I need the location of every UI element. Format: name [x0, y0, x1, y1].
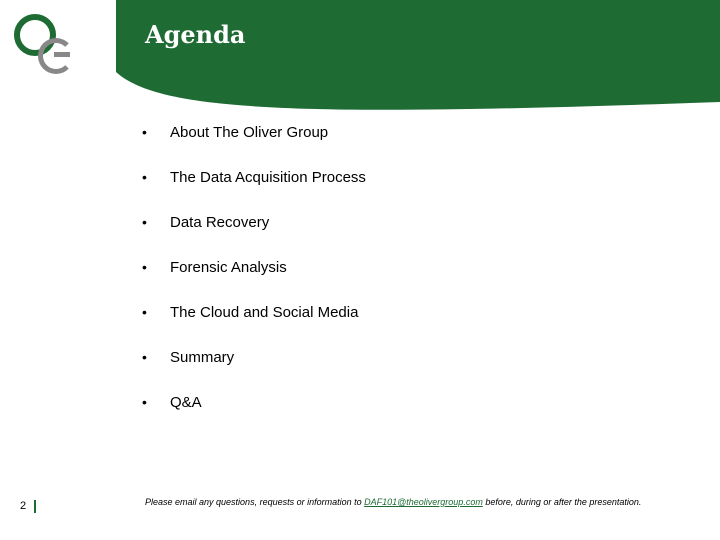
- bullet-icon: •: [142, 169, 147, 185]
- agenda-item-label: Forensic Analysis: [170, 259, 287, 276]
- agenda-item-label: Summary: [170, 349, 235, 366]
- agenda-item-label: The Data Acquisition Process: [170, 169, 366, 186]
- bullet-icon: •: [142, 214, 147, 230]
- agenda-item-label: The Cloud and Social Media: [170, 304, 359, 321]
- email-link[interactable]: DAF101@theolivergroup.com: [364, 497, 483, 507]
- bullet-icon: •: [142, 124, 147, 140]
- page-number: 2: [20, 500, 27, 512]
- bullet-icon: •: [142, 259, 147, 275]
- agenda-list: [142, 124, 366, 439]
- header-curve: [0, 72, 720, 122]
- list-item: [142, 214, 366, 259]
- list-item: [142, 169, 366, 214]
- footer-note: [145, 496, 665, 508]
- list-item: [142, 259, 366, 304]
- list-item: [142, 394, 366, 439]
- list-item: [142, 304, 366, 349]
- agenda-item-label: Q&A: [170, 394, 202, 411]
- bullet-icon: •: [142, 394, 147, 410]
- logo-g-bar: [54, 52, 70, 57]
- agenda-item-label: Data Recovery: [170, 214, 270, 231]
- footer-text-after: before, during or after the presentation.: [482, 497, 642, 507]
- list-item: [142, 349, 366, 394]
- page-title: Agenda: [145, 20, 246, 49]
- agenda-item-label: About The Oliver Group: [170, 124, 329, 141]
- footer-text-before: Please email any questions, requests or information to: [145, 497, 365, 507]
- bullet-icon: •: [142, 304, 147, 320]
- list-item: [142, 124, 366, 169]
- bullet-icon: •: [142, 349, 147, 365]
- page-number-divider: [34, 500, 36, 513]
